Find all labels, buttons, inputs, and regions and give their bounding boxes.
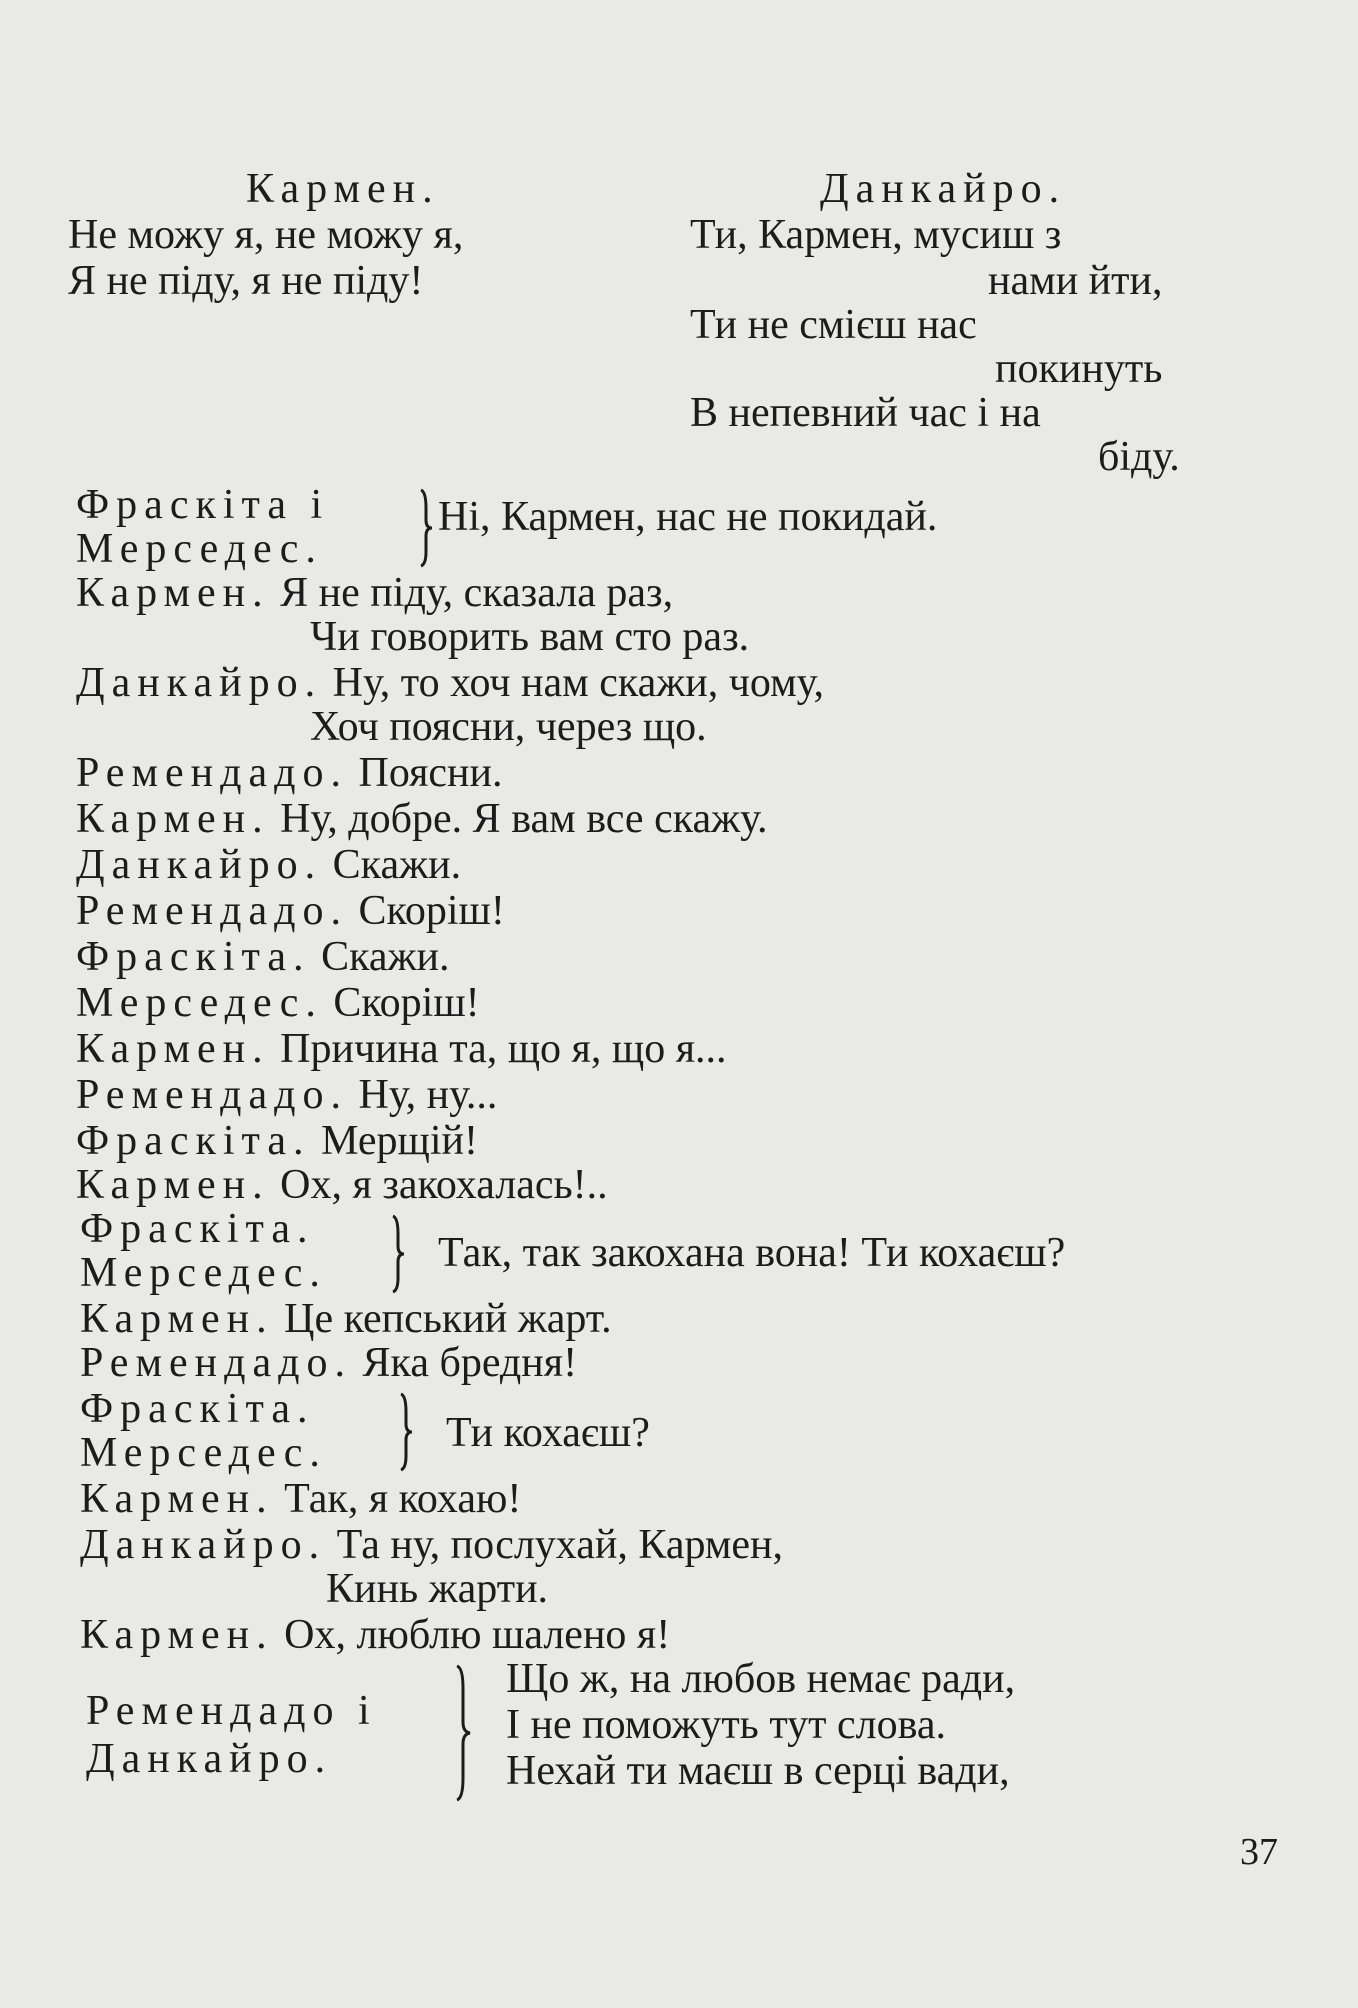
speaker: Кармен.: [76, 1162, 270, 1208]
speech-text: Ох, я закохалась!..: [280, 1162, 608, 1208]
speaker: Фраскіта.: [76, 1118, 311, 1164]
speech-text: Ні, Кармен, нас не покидай.: [438, 494, 938, 540]
speaker: Ремендадо.: [76, 888, 349, 934]
speaker: Кармен.: [80, 1476, 274, 1522]
speech-text: Ти кохаєш?: [446, 1410, 650, 1456]
duet-left-line: Не можу я, не можу я,: [68, 212, 464, 258]
page-number: 37: [1240, 1831, 1278, 1873]
speaker: Кармен.: [80, 1612, 274, 1658]
speech-text: Причина та, що я, що я...: [280, 1026, 727, 1072]
speaker: Данкайро.: [76, 660, 323, 706]
duet-left-speaker: Кармен.: [246, 166, 440, 212]
speech-text: Поясни.: [358, 750, 503, 796]
speaker: Кармен.: [80, 1296, 274, 1342]
speaker: Ремендадо.: [76, 750, 349, 796]
speech-text: Так, так закохана вона! Ти кохаєш?: [438, 1230, 1066, 1276]
verse-line: Нехай ти маєш в серці вади,: [506, 1748, 1010, 1794]
duet-right-line: покинуть: [995, 346, 1163, 392]
speaker: Данкайро.: [80, 1522, 327, 1568]
brace: [418, 488, 438, 568]
verse-line: І не поможуть тут слова.: [506, 1702, 947, 1748]
speech-text: Скоріш!: [358, 888, 505, 934]
speech-text: Скажи.: [321, 934, 450, 980]
speaker: Мерседес.: [80, 1250, 327, 1296]
verse-line: Що ж, на любов немає ради,: [506, 1656, 1016, 1702]
duet-right-line: Ти, Кармен, мусиш з: [690, 212, 1062, 258]
speech-text: Ох, люблю шалено я!: [284, 1612, 671, 1658]
speech-continuation: Кинь жарти.: [326, 1566, 549, 1612]
duet-right-line: Ти не смієш нас: [690, 302, 977, 348]
speech-continuation: Хоч поясни, через що.: [310, 704, 707, 750]
speaker: Фраскіта.: [76, 934, 311, 980]
speech-text: Так, я кохаю!: [284, 1476, 522, 1522]
speaker: Мерседес.: [76, 980, 323, 1026]
speaker: Данкайро.: [86, 1736, 333, 1782]
duet-right-line: біду.: [1098, 434, 1180, 480]
speech-text: Скоріш!: [333, 980, 480, 1026]
speaker: Кармен.: [76, 796, 270, 842]
brace: [390, 1214, 410, 1294]
speaker: Фраскіта.: [80, 1206, 315, 1252]
duet-left-line: Я не піду, я не піду!: [68, 258, 424, 304]
speaker: Ремендадо.: [76, 1072, 349, 1118]
duet-right-speaker: Данкайро.: [820, 166, 1067, 212]
speech-text: Та ну, послухай, Кармен,: [336, 1522, 784, 1568]
duet-right-line: нами йти,: [988, 258, 1163, 304]
speaker: Ремендадо і: [86, 1688, 377, 1734]
speech-text: Мерщій!: [321, 1118, 478, 1164]
speaker: Мерседес.: [80, 1430, 327, 1476]
speech-text: Ну, ну...: [358, 1072, 498, 1118]
speech-text: Ну, добре. Я вам все скажу.: [280, 796, 768, 842]
speech-text: Я не піду, сказала раз,: [280, 570, 674, 616]
speaker: Кармен.: [76, 570, 270, 616]
brace: [454, 1664, 476, 1802]
speech-text: Яка бредня!: [362, 1340, 578, 1386]
speech-text: Це кепський жарт.: [284, 1296, 612, 1342]
speaker: Фраскіта.: [80, 1386, 315, 1432]
speaker: Данкайро.: [76, 842, 323, 888]
duet-right-line: В непевний час і на: [690, 390, 1041, 436]
speaker: Кармен.: [76, 1026, 270, 1072]
brace: [398, 1392, 418, 1472]
speech-text: Ну, то хоч нам скажи, чому,: [332, 660, 824, 706]
speaker: Мерседес.: [76, 526, 323, 572]
speech-continuation: Чи говорить вам сто раз.: [310, 614, 750, 660]
speaker: Ремендадо.: [80, 1340, 353, 1386]
speaker: Фраскіта і: [76, 482, 330, 528]
speech-text: Скажи.: [332, 842, 462, 888]
